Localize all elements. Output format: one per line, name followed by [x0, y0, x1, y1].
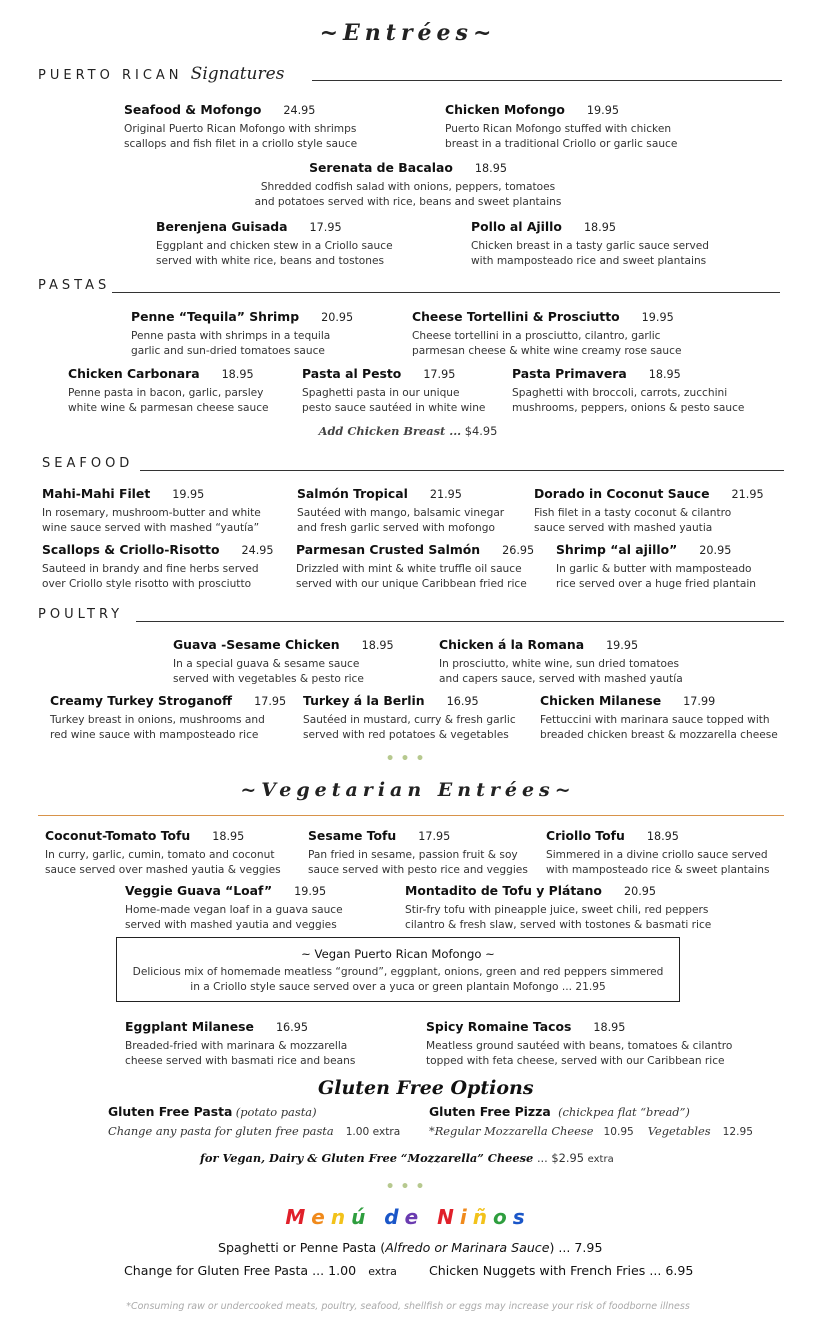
kids-pasta-b: ) ... 7.95 — [549, 1240, 603, 1255]
item-name: Berenjena Guisada — [156, 219, 288, 234]
section-rule — [140, 470, 784, 471]
item-price: 18.95 — [361, 639, 394, 652]
gf-pizza-veg: Vegetables — [647, 1124, 711, 1138]
kids-item-pasta — [218, 1240, 602, 1255]
vegan-cheese-label: for Vegan, Dairy & Gluten Free “Mozzarella” Cheese — [200, 1151, 534, 1165]
item-price: 18.95 — [474, 162, 507, 175]
section-signatures-heading — [38, 64, 284, 84]
item-price: 19.95 — [294, 885, 327, 898]
item-price: 16.95 — [446, 695, 479, 708]
item-desc: topped with feta cheese, served with our Caribbean rice — [426, 1055, 725, 1067]
item-price: 24.95 — [283, 104, 316, 117]
kids-item-gf-pasta — [124, 1263, 397, 1278]
item-desc: parmesan cheese & white wine creamy rose sauce — [412, 345, 682, 357]
item-desc: Spaghetti with broccoli, carrots, zucchini — [512, 387, 728, 399]
item-name: Salmón Tropical — [297, 486, 408, 501]
item-name: Penne “Tequila” Shrimp — [131, 309, 300, 324]
item-price: 18.95 — [593, 1021, 626, 1034]
item-desc: wine sauce served with mashed “yautía” — [42, 522, 260, 534]
vegan-cheese-extra: extra — [587, 1154, 614, 1165]
vegan-mofongo-box — [116, 937, 680, 1002]
vegan-cheese-note — [200, 1151, 614, 1167]
item-desc: breaded chicken breast & mozzarella cheese — [540, 729, 778, 741]
section-rule — [312, 80, 782, 81]
menu-item — [556, 542, 756, 592]
item-desc: Cheese tortellini in a prosciutto, cilantro, garlic — [412, 330, 661, 342]
gf-pizza-veg-price: 12.95 — [722, 1126, 753, 1138]
item-desc: mushrooms, peppers, onions & pesto sauce — [512, 402, 745, 414]
add-chicken-note — [0, 424, 816, 439]
menu-item — [412, 309, 681, 359]
section-seafood-heading: SEAFOOD — [42, 456, 134, 471]
menu-item — [42, 486, 261, 536]
item-price: 18.95 — [221, 368, 254, 381]
item-desc: with mamposteado rice & sweet plantains — [546, 864, 770, 876]
vegan-box-desc: in a Criollo style sauce served over a yuca or green plantain Mofongo ... 21.95 — [190, 981, 606, 993]
menu-item — [125, 1019, 355, 1069]
item-price: 18.95 — [648, 368, 681, 381]
item-price: 20.95 — [623, 885, 656, 898]
footer-disclaimer: *Consuming raw or undercooked meats, poultry, seafood, shellfish or eggs may increase your risk of foodborne illness — [126, 1301, 690, 1312]
menu-item — [131, 309, 353, 359]
item-desc: served with our unique Caribbean fried rice — [296, 578, 527, 590]
section-label-italic: Signatures — [190, 64, 285, 84]
gluten-free-title: Gluten Free Options — [318, 1077, 534, 1099]
kids-title-letter: M — [285, 1205, 312, 1229]
menu-item — [540, 693, 778, 743]
item-price: 19.95 — [586, 104, 619, 117]
item-desc: scallops and fish filet in a criollo style sauce — [124, 138, 358, 150]
menu-item — [308, 828, 528, 878]
item-name: Chicken Carbonara — [68, 366, 200, 381]
item-desc: Home-made vegan loaf in a guava sauce — [125, 904, 343, 916]
kids-title-letter: e — [404, 1205, 425, 1229]
kids-gf-extra: extra — [368, 1265, 397, 1278]
menu-item — [68, 366, 269, 416]
item-name: Turkey á la Berlin — [303, 693, 425, 708]
item-price: 20.95 — [321, 311, 354, 324]
item-desc: Stir-fry tofu with pineapple juice, sweet chili, red peppers — [405, 904, 709, 916]
kids-title-letter: o — [493, 1205, 513, 1229]
item-desc: breast in a traditional Criollo or garlic sauce — [445, 138, 678, 150]
item-name: Coconut-Tomato Tofu — [45, 828, 191, 843]
item-desc: cheese served with basmati rice and beans — [125, 1055, 356, 1067]
item-desc: Breaded-fried with marinara & mozzarella — [125, 1040, 348, 1052]
menu-item — [512, 366, 744, 416]
menu-item — [124, 102, 357, 152]
item-desc: cilantro & fresh slaw, served with tostones & basmati rice — [405, 919, 712, 931]
section-rule — [112, 292, 780, 293]
add-chicken-price: $4.95 — [464, 424, 498, 438]
menu-item — [45, 828, 281, 878]
menu-item — [50, 693, 286, 743]
vegan-cheese-price: ... $2.95 — [536, 1151, 585, 1165]
item-name: Cheese Tortellini & Prosciutto — [412, 309, 620, 324]
item-name: Criollo Tofu — [546, 828, 625, 843]
item-desc: Eggplant and chicken stew in a Criollo sauce — [156, 240, 393, 252]
menu-item — [303, 693, 516, 743]
item-desc: Shredded codfish salad with onions, peppers, tomatoes — [260, 181, 556, 193]
kids-gf-pasta: Change for Gluten Free Pasta ... 1.00 — [124, 1263, 357, 1278]
item-desc: Spaghetti pasta in our unique — [302, 387, 460, 399]
item-desc: rice served over a huge fried plantain — [556, 578, 756, 590]
item-desc: and capers sauce, served with mashed yautía — [439, 673, 683, 685]
item-name: Montadito de Tofu y Plátano — [405, 883, 602, 898]
item-name: Creamy Turkey Stroganoff — [50, 693, 233, 708]
kids-title-letter: s — [512, 1205, 531, 1229]
gf-pasta-desc: Change any pasta for gluten free pasta — [108, 1124, 334, 1138]
kids-menu-title — [0, 1205, 816, 1229]
vegan-box-title: ~ Vegan Puerto Rican Mofongo ~ — [301, 947, 495, 961]
menu-item — [445, 102, 677, 152]
item-name: Seafood & Mofongo — [124, 102, 262, 117]
item-price: 21.95 — [429, 488, 462, 501]
item-desc: Penne pasta with shrimps in a tequila — [131, 330, 331, 342]
kids-title-letter — [424, 1205, 437, 1229]
item-desc: garlic and sun-dried tomatoes sauce — [131, 345, 325, 357]
kids-title-letter: ñ — [472, 1205, 494, 1229]
item-name: Pollo al Ajillo — [471, 219, 562, 234]
item-desc: In garlic & butter with mamposteado — [556, 563, 752, 575]
item-desc: Simmered in a divine criollo sauce served — [546, 849, 768, 861]
item-note: (potato pasta) — [235, 1105, 317, 1119]
item-desc: Sauteed in brandy and fine herbs served — [42, 563, 259, 575]
item-price: 18.95 — [583, 221, 616, 234]
item-desc: Chicken breast in a tasty garlic sauce served — [471, 240, 709, 252]
item-desc: and fresh garlic served with mofongo — [297, 522, 495, 534]
vegan-box-desc: Delicious mix of homemade meatless “ground”, eggplant, onions, green and red peppers simmered — [132, 966, 664, 978]
item-desc: Original Puerto Rican Mofongo with shrimps — [124, 123, 357, 135]
gf-pizza-price: 10.95 — [603, 1126, 634, 1138]
item-name: Dorado in Coconut Sauce — [534, 486, 710, 501]
section-label: PUERTO RICAN — [38, 68, 183, 83]
item-desc: served with vegetables & pesto rice — [173, 673, 364, 685]
gluten-free-pasta — [108, 1104, 400, 1140]
menu-item — [173, 637, 394, 687]
item-name: Sesame Tofu — [308, 828, 397, 843]
kids-title-letter: i — [459, 1205, 473, 1229]
section-rule — [136, 621, 784, 622]
item-desc — [108, 1124, 400, 1140]
item-name: Scallops & Criollo-Risotto — [42, 542, 220, 557]
item-desc: In curry, garlic, cumin, tomato and coconut — [45, 849, 275, 861]
vegetarian-rule — [38, 815, 784, 816]
item-name: Chicken Mofongo — [445, 102, 565, 117]
item-price: 19.95 — [641, 311, 674, 324]
kids-title-letter: e — [311, 1205, 331, 1229]
item-price: 17.95 — [418, 830, 451, 843]
item-name: Shrimp “al ajillo” — [556, 542, 678, 557]
item-name: Mahi-Mahi Filet — [42, 486, 151, 501]
item-name: Chicken á la Romana — [439, 637, 585, 652]
menu-item — [42, 542, 274, 592]
menu-item — [534, 486, 764, 536]
item-desc: and potatoes served with rice, beans and sweet plantains — [254, 196, 562, 208]
item-price: 24.95 — [241, 544, 274, 557]
item-price: 19.95 — [172, 488, 205, 501]
item-desc: Meatless ground sautéed with beans, tomatoes & cilantro — [426, 1040, 733, 1052]
menu-item — [208, 160, 608, 210]
item-name: Serenata de Bacalao — [309, 160, 453, 175]
item-desc: Puerto Rican Mofongo stuffed with chicken — [445, 123, 672, 135]
kids-item-nuggets: Chicken Nuggets with French Fries ... 6.95 — [429, 1263, 694, 1278]
item-desc: Fettuccini with marinara sauce topped with — [540, 714, 770, 726]
item-desc: sauce served with pesto rice and veggies — [308, 864, 528, 876]
item-price: 18.95 — [212, 830, 245, 843]
menu-item — [296, 542, 534, 592]
item-name: Gluten Free Pizza — [429, 1104, 551, 1119]
item-desc: served with mashed yautia and veggies — [125, 919, 337, 931]
item-price: 18.95 — [646, 830, 679, 843]
item-desc: sauce served with mashed yautia — [534, 522, 713, 534]
item-desc: Pan fried in sesame, passion fruit & soy — [308, 849, 518, 861]
kids-title-letter: d — [384, 1205, 405, 1229]
gf-pizza-desc: *Regular Mozzarella Cheese — [429, 1124, 594, 1138]
kids-pasta-sauce: Alfredo or Marinara Sauce — [385, 1240, 550, 1255]
item-desc: red wine sauce with mamposteado rice — [50, 729, 259, 741]
item-name: Pasta Primavera — [512, 366, 627, 381]
item-name: Veggie Guava “Loaf” — [125, 883, 273, 898]
item-desc: Turkey breast in onions, mushrooms and — [50, 714, 265, 726]
item-price: 16.95 — [275, 1021, 308, 1034]
item-desc: In rosemary, mushroom-butter and white — [42, 507, 261, 519]
item-name: Parmesan Crusted Salmón — [296, 542, 481, 557]
item-desc: pesto sauce sautéed in white wine — [302, 402, 486, 414]
separator-dots: ••• — [385, 751, 431, 767]
section-pastas-heading: PASTAS — [38, 278, 111, 293]
item-desc: In prosciutto, white wine, sun dried tomatoes — [439, 658, 680, 670]
item-desc: Penne pasta in bacon, garlic, parsley — [68, 387, 264, 399]
gf-pasta-price: 1.00 extra — [345, 1126, 401, 1138]
item-name: Pasta al Pesto — [302, 366, 402, 381]
menu-item — [426, 1019, 732, 1069]
section-poultry-heading: POULTRY — [38, 607, 124, 622]
item-name: Guava -Sesame Chicken — [173, 637, 340, 652]
gluten-free-pizza — [429, 1104, 753, 1140]
item-name: Gluten Free Pasta — [108, 1104, 233, 1119]
item-desc: In a special guava & sesame sauce — [173, 658, 360, 670]
item-price: 19.95 — [606, 639, 639, 652]
item-price: 17.95 — [254, 695, 287, 708]
menu-item — [302, 366, 485, 416]
item-desc: over Criollo style risotto with prosciutto — [42, 578, 252, 590]
menu-item — [546, 828, 770, 878]
item-desc: served with red potatoes & vegetables — [303, 729, 509, 741]
separator-dots: ••• — [385, 1179, 431, 1195]
item-desc: Sautéed in mustard, curry & fresh garlic — [303, 714, 516, 726]
item-price: 17.99 — [683, 695, 716, 708]
item-desc: Sautéed with mango, balsamic vinegar — [297, 507, 505, 519]
item-price: 17.95 — [423, 368, 456, 381]
item-price: 21.95 — [731, 488, 764, 501]
kids-title-letter — [371, 1205, 384, 1229]
menu-item — [125, 883, 343, 933]
menu-item — [405, 883, 711, 933]
item-name: Chicken Milanese — [540, 693, 662, 708]
kids-title-letter: N — [437, 1205, 460, 1229]
menu-item — [297, 486, 504, 536]
vegetarian-title: ~Vegetarian Entrées~ — [240, 779, 576, 801]
add-chicken-label: Add Chicken Breast ... — [318, 424, 462, 438]
item-name: Eggplant Milanese — [125, 1019, 254, 1034]
item-price: 20.95 — [699, 544, 732, 557]
menu-item — [156, 219, 393, 269]
item-price: 17.95 — [309, 221, 342, 234]
menu-item — [439, 637, 683, 687]
item-name: Spicy Romaine Tacos — [426, 1019, 572, 1034]
item-desc: sauce served over mashed yautia & veggies — [45, 864, 281, 876]
kids-title-letter: ú — [351, 1205, 372, 1229]
item-desc: Fish filet in a tasty coconut & cilantro — [534, 507, 732, 519]
kids-pasta-a: Spaghetti or Penne Pasta ( — [218, 1240, 386, 1255]
kids-title-letter: n — [330, 1205, 352, 1229]
item-note: (chickpea flat “bread”) — [558, 1105, 690, 1119]
item-desc: with mamposteado rice and sweet plantains — [471, 255, 707, 267]
item-price: 26.95 — [502, 544, 535, 557]
item-desc — [429, 1124, 753, 1140]
entrees-title: ~Entrées~ — [319, 20, 497, 46]
item-desc: Drizzled with mint & white truffle oil sauce — [296, 563, 522, 575]
item-desc: white wine & parmesan cheese sauce — [68, 402, 269, 414]
menu-item — [471, 219, 709, 269]
item-desc: served with white rice, beans and tostones — [156, 255, 385, 267]
